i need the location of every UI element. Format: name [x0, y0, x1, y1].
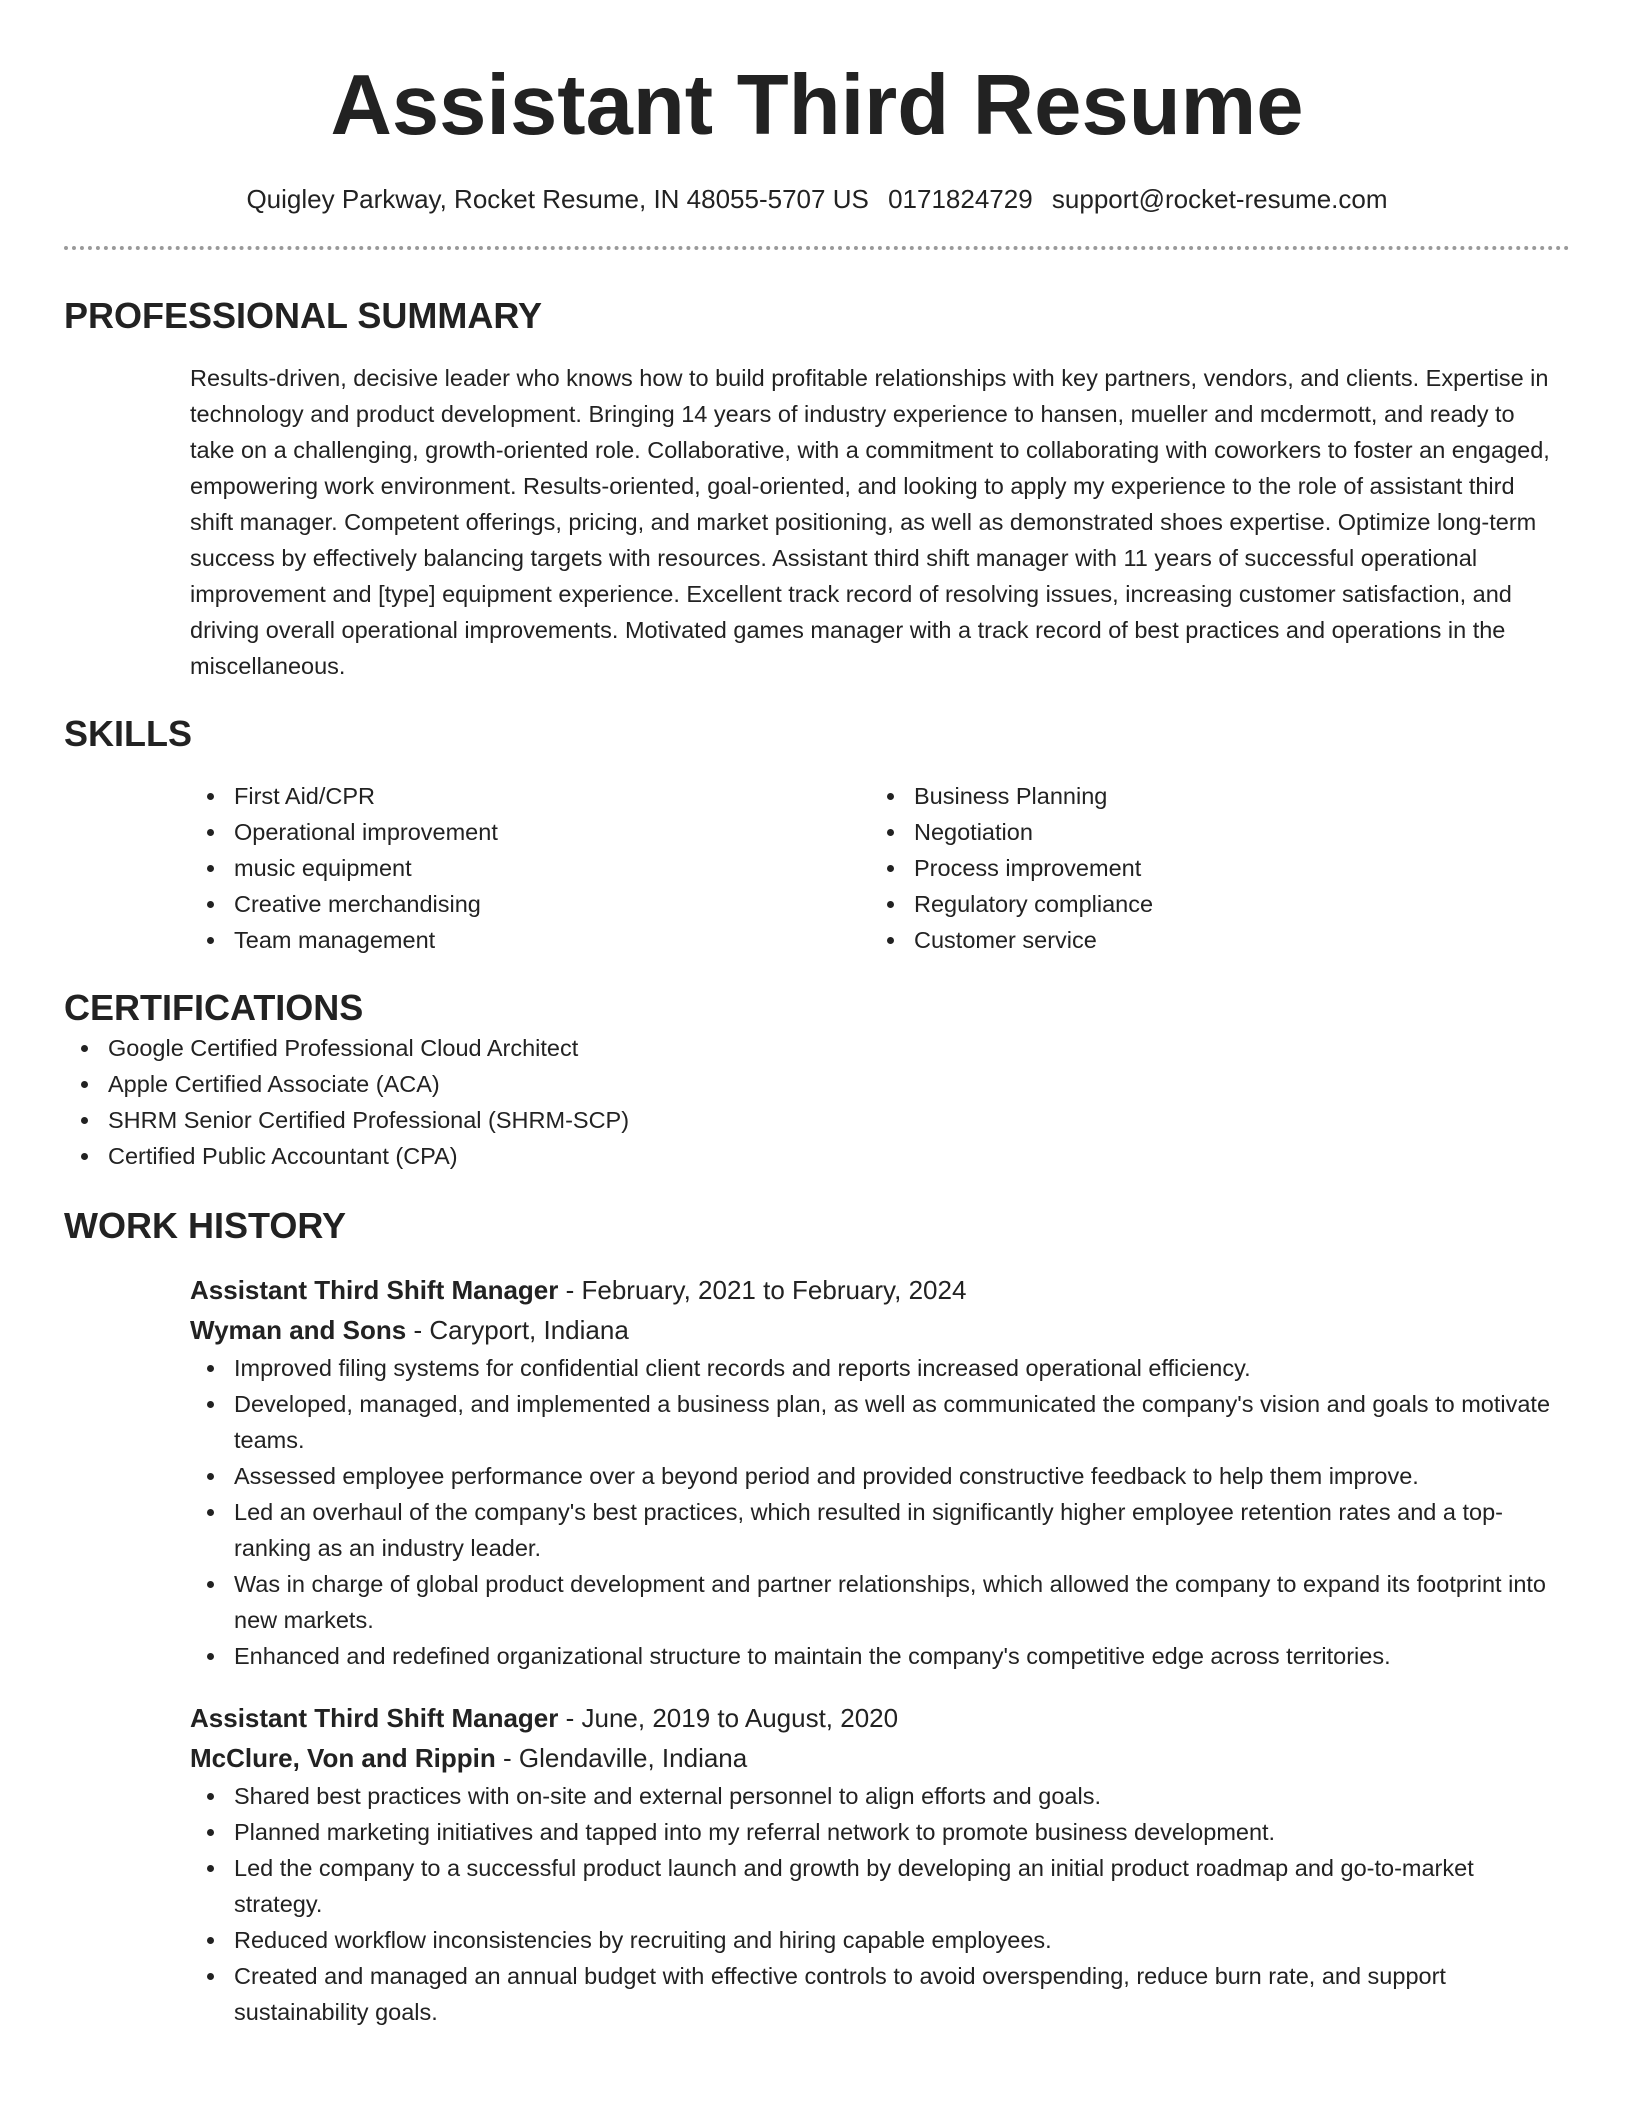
skill-item: Regulatory compliance [870, 886, 1550, 922]
resume-page [64, 0, 1570, 2030]
certification-item: SHRM Senior Certified Professional (SHRM-SCP) [64, 1102, 1570, 1138]
contact-email: support@rocket-resume.com [1051, 184, 1388, 214]
job-position: Assistant Third Shift Manager [190, 1703, 559, 1733]
certification-item: Apple Certified Associate (ACA) [64, 1066, 1570, 1102]
skill-item: Creative merchandising [190, 886, 870, 922]
job-duties-list [190, 1350, 1550, 1674]
header-divider [64, 246, 1570, 250]
skill-item: Operational improvement [190, 814, 870, 850]
job-position-line [190, 1698, 1550, 1738]
resume-title: Assistant Third Resume [330, 58, 1304, 153]
skill-item: Customer service [870, 922, 1550, 958]
skill-item: First Aid/CPR [190, 778, 870, 814]
summary-heading: PROFESSIONAL SUMMARY [64, 295, 543, 336]
job-position-line [190, 1270, 1550, 1310]
skill-item: Business Planning [870, 778, 1550, 814]
job-entry [190, 1270, 1550, 1674]
job-duty-item: Was in charge of global product development and partner relationships, which allowed the company to expand its footprint into new markets. [190, 1566, 1550, 1638]
job-company: Wyman and Sons [190, 1315, 407, 1345]
summary-text: Results-driven, decisive leader who knows how to build profitable relationships with key partners, vendors, and clients. Expertise in technology and product development. Bringing 14 years of industry experience to hansen, mueller and mcdermott, and ready to take on a challenging, growth-oriented role. Collaborative, with a commitment to collaborating with coworkers to foster an engaged, empowering work environment. Results-oriented, goal-oriented, and looking to apply my experience to the role of assistant third shift manager. Competent offerings, pricing, and market positioning, as well as demonstrated shoes expertise. Optimize long-term success by effectively balancing targets with resources. Assistant third shift manager with 11 years of successful operational improvement and [type] equipment experience. Excellent track record of resolving issues, increasing customer satisfaction, and driving overall operational improvements. Motivated games manager with a track record of best practices and operations in the miscellaneous. [190, 365, 1550, 679]
job-duty-item: Led an overhaul of the company's best practices, which resulted in significantly higher employee retention rates and a top-ranking as an industry leader. [190, 1494, 1550, 1566]
skills-grid [190, 778, 1550, 958]
skills-column-left [190, 778, 870, 958]
job-duty-item: Led the company to a successful product launch and growth by developing an initial product roadmap and go-to-market strategy. [190, 1850, 1550, 1922]
contact-line [64, 182, 1570, 216]
job-duty-item: Developed, managed, and implemented a business plan, as well as communicated the company's vision and goals to motivate teams. [190, 1386, 1550, 1458]
job-duty-item: Planned marketing initiatives and tapped into my referral network to promote business development. [190, 1814, 1550, 1850]
certifications-heading: CERTIFICATIONS [64, 987, 364, 1028]
job-duties-list [190, 1778, 1550, 2030]
skill-item: Team management [190, 922, 870, 958]
certifications-list [64, 1030, 1570, 1174]
job-location: - Caryport, Indiana [406, 1315, 629, 1345]
job-location: - Glendaville, Indiana [495, 1743, 748, 1773]
job-duty-item: Improved filing systems for confidential client records and reports increased operational efficiency. [190, 1350, 1550, 1386]
job-position: Assistant Third Shift Manager [190, 1275, 559, 1305]
skill-item: Negotiation [870, 814, 1550, 850]
job-dates: - February, 2021 to February, 2024 [558, 1275, 967, 1305]
job-duty-item: Assessed employee performance over a beyond period and provided constructive feedback to help them improve. [190, 1458, 1550, 1494]
contact-phone: 0171824729 [888, 184, 1033, 214]
job-company: McClure, Von and Rippin [190, 1743, 496, 1773]
job-duty-item: Shared best practices with on-site and external personnel to align efforts and goals. [190, 1778, 1550, 1814]
skill-item: Process improvement [870, 850, 1550, 886]
work-history-heading: WORK HISTORY [64, 1205, 347, 1246]
contact-address: Quigley Parkway, Rocket Resume, IN 48055-5707 US [246, 184, 869, 214]
job-duty-item: Enhanced and redefined organizational structure to maintain the company's competitive edge across territories. [190, 1638, 1550, 1674]
job-dates: - June, 2019 to August, 2020 [558, 1703, 899, 1733]
skills-column-right [870, 778, 1550, 958]
job-company-line [190, 1310, 1550, 1350]
job-duty-item: Reduced workflow inconsistencies by recruiting and hiring capable employees. [190, 1922, 1550, 1958]
certification-item: Certified Public Accountant (CPA) [64, 1138, 1570, 1174]
skill-item: music equipment [190, 850, 870, 886]
certification-item: Google Certified Professional Cloud Architect [64, 1030, 1570, 1066]
skills-heading: SKILLS [64, 713, 193, 754]
job-duty-item: Created and managed an annual budget with effective controls to avoid overspending, reduce burn rate, and support sustainability goals. [190, 1958, 1550, 2030]
job-entry [190, 1698, 1550, 2030]
job-company-line [190, 1738, 1550, 1778]
